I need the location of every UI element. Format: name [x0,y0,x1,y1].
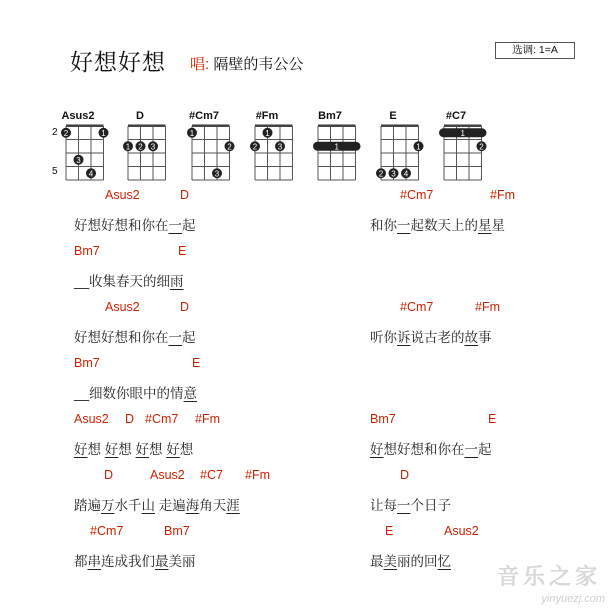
singer-label: 唱: [190,56,210,73]
lyric-line: 好想好想和你在一起 [74,218,196,233]
finger-number: 1 [460,128,465,138]
chord-diagram-name: E [389,110,397,122]
finger-number: 1 [101,128,106,138]
finger-number: 3 [277,142,283,152]
lyric-line: __细数你眼中的情意 [74,386,198,401]
lyric-line: 好想 好想 好想 好想 [74,442,194,457]
chord-name-label: #Cm7 [90,524,124,538]
chord-name-label: Bm7 [74,244,100,258]
chord-name-label: Bm7 [370,412,396,426]
fret-number-label: 2 [52,127,58,138]
chord-diagram-name: D [136,110,144,122]
lyric-line: 和你一起数天上的星星 [370,218,505,233]
finger-number: 1 [416,142,421,152]
fretboard-grid [186,122,238,194]
chord-name-label: #Cm7 [145,412,179,426]
finger-number: 1 [189,128,195,138]
watermark-url: yinyuezj.com [541,593,605,605]
finger-number: 4 [403,169,409,179]
lyric-line: 踏遍万水千山 走遍海角天涯 [74,498,240,513]
chord-name-label: Bm7 [164,524,190,538]
chord-name-label: #Fm [195,412,220,426]
finger-number: 4 [88,169,94,179]
finger-number: 3 [150,142,156,152]
finger-number: 1 [125,142,131,152]
singer-name: 隔壁的韦公公 [213,56,304,73]
chord-name-label: Asus2 [105,188,140,202]
chord-name-label: Asus2 [105,300,140,314]
fretboard-grid [122,122,174,194]
lyric-line: 好想好想和你在一起 [370,442,492,457]
finger-number: 3 [214,169,220,179]
chord-diagram-name: #Fm [255,110,279,122]
finger-number: 2 [252,142,258,152]
chord-name-label: D [180,300,190,314]
fretboard-grid [375,122,427,194]
finger-number: 2 [479,142,484,152]
finger-number: 3 [391,169,396,179]
lyric-line: __收集春天的细雨 [74,274,184,289]
chord-diagram-name: Asus2 [61,110,95,122]
chord-name-label: E [385,524,394,538]
chord-name-label: #Fm [245,468,270,482]
chord-name-label: D [400,468,410,482]
chord-name-label: #Fm [475,300,500,314]
chord-name-label: E [178,244,187,258]
chord-name-label: Asus2 [74,412,109,426]
chord-diagram-name: #Cm7 [189,110,219,122]
chord-name-label: #Fm [490,188,515,202]
finger-number: 1 [334,142,339,152]
chord-name-label: #Cm7 [400,300,434,314]
lyric-line: 让每一个日子 [370,498,451,513]
finger-number: 2 [138,142,143,152]
chord-name-label: D [125,412,135,426]
lyric-line: 都串连成我们最美丽 [74,554,196,569]
song-title: 好想好想 [70,49,166,75]
chord-name-label: Asus2 [150,468,185,482]
finger-number: 2 [227,142,232,152]
fretboard-grid [438,122,490,194]
chord-name-label: Bm7 [74,356,100,370]
fretboard-grid [249,122,301,194]
chord-name-label: E [488,412,497,426]
chord-name-label: E [192,356,201,370]
chord-name-label: #C7 [200,468,223,482]
watermark-logo: 音乐之家 [496,564,601,589]
chord-name-label: D [104,468,114,482]
finger-number: 3 [76,155,81,165]
finger-number: 2 [378,169,384,179]
chord-name-label: Asus2 [444,524,479,538]
finger-number: 1 [265,128,270,138]
chord-diagram-name: Bm7 [318,110,342,122]
fretboard-grid [312,122,364,194]
chord-name-label: D [180,188,190,202]
lyric-line: 好想好想和你在一起 [74,330,196,345]
chord-name-label: #Cm7 [400,188,434,202]
chord-diagram-name: #C7 [445,110,467,122]
lyric-line: 听你诉说古老的故事 [370,330,492,345]
singer-line [190,53,303,74]
finger-number: 2 [63,128,69,138]
fretboard-grid [60,122,112,194]
fret-number-label: 5 [52,166,58,177]
key-box: 选调: 1=A [495,42,575,59]
lyric-line: 最美丽的回忆 [370,554,451,569]
